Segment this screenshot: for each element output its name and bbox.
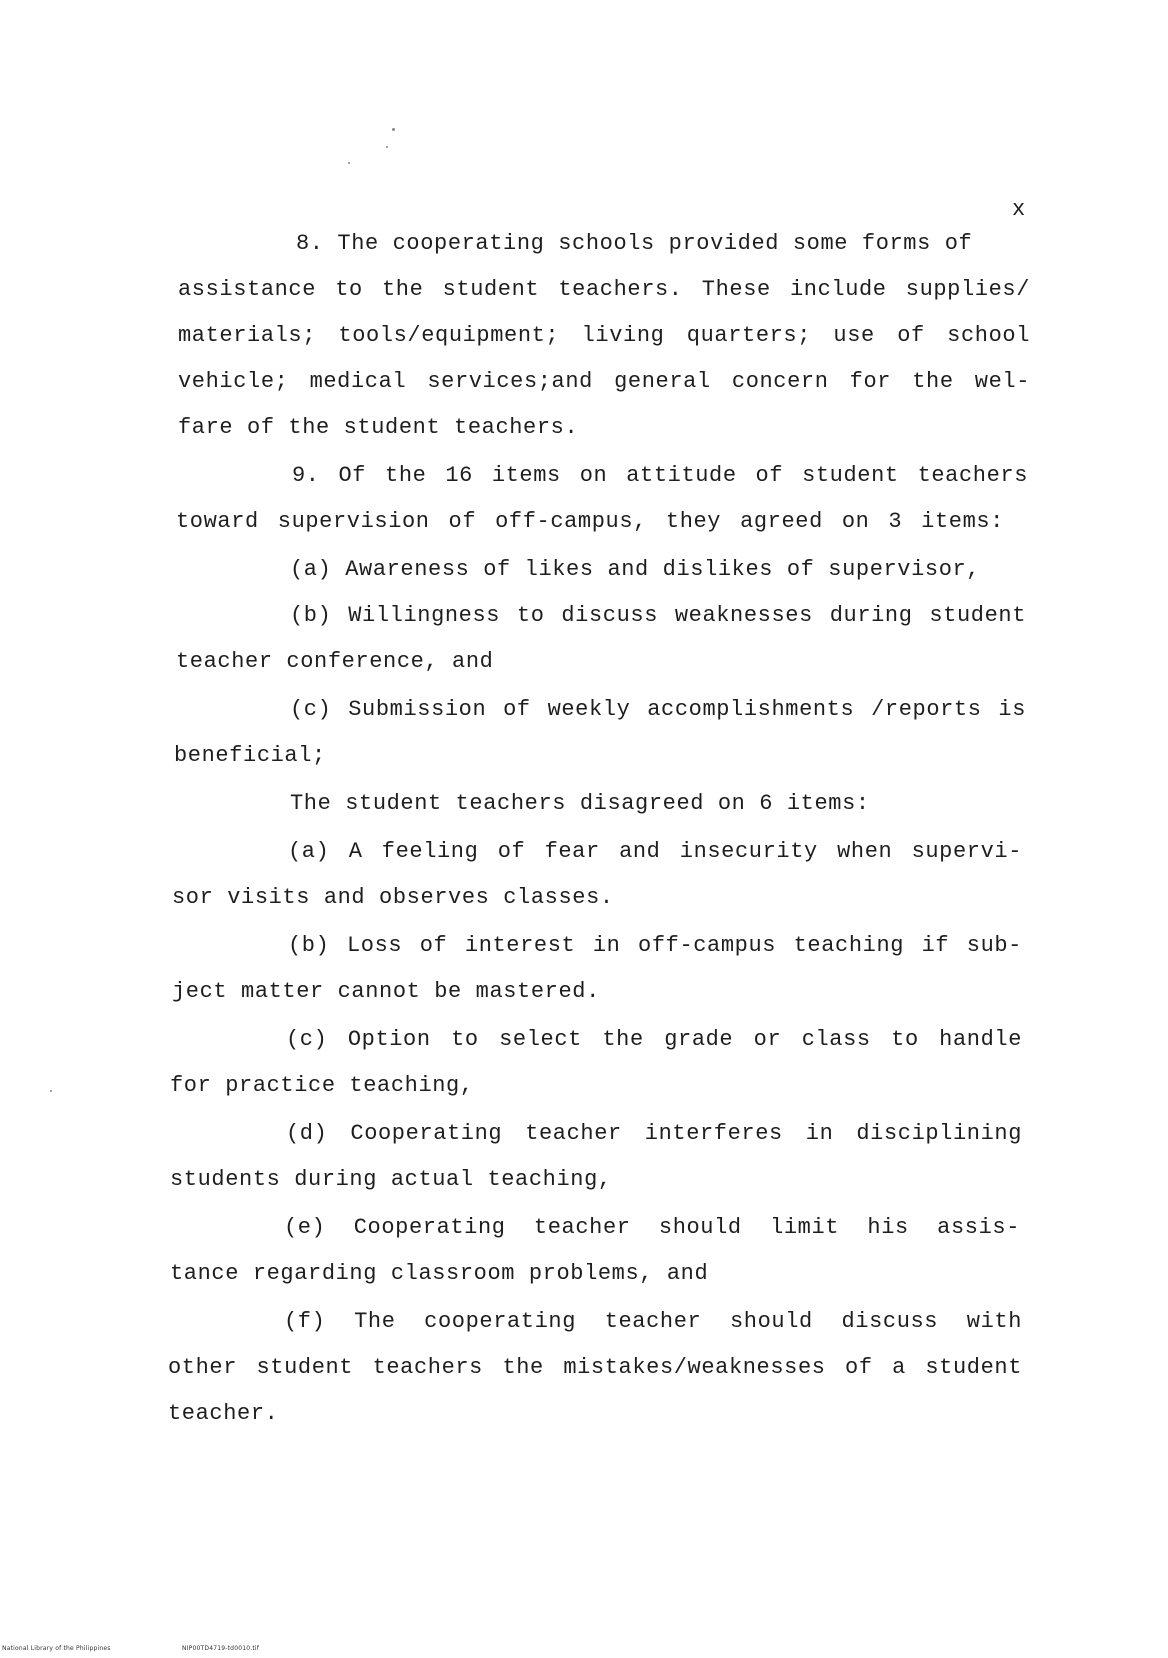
item-8-line-4: vehicle; medical services;and general concern for the wel- xyxy=(178,369,1030,394)
disagreed-item-e-line-2: tance regarding classroom problems, and xyxy=(170,1261,709,1286)
disagreed-item-b-line-2: ject matter cannot be mastered. xyxy=(172,979,600,1004)
disagreed-item-f-line-1: (f) The cooperating teacher should discuss with xyxy=(284,1309,1022,1334)
item-8-line-2: assistance to the student teachers. These include supplies/ xyxy=(178,277,1030,302)
agreed-item-b-line-2: teacher conference, and xyxy=(176,649,494,674)
disagreed-intro: The student teachers disagreed on 6 items: xyxy=(290,791,870,816)
agreed-item-a: (a) Awareness of likes and dislikes of supervisor, xyxy=(290,557,981,582)
page-number: x xyxy=(1012,197,1026,222)
footer-file: NIP00TD4719-td0010.tif xyxy=(182,1645,260,1652)
item-8-line-3: materials; tools/equipment; living quarters; use of school xyxy=(178,323,1030,348)
agreed-item-b-line-1: (b) Willingness to discuss weaknesses during student xyxy=(290,603,1026,628)
scan-speck xyxy=(50,1090,52,1092)
agreed-item-c-line-2: beneficial; xyxy=(174,743,326,768)
disagreed-item-a-line-1: (a) A feeling of fear and insecurity when supervi- xyxy=(288,839,1022,864)
scan-speck xyxy=(386,146,388,148)
item-9-line-2: toward supervision of off-campus, they agreed on 3 items: xyxy=(176,509,1004,534)
footer-library: National Library of the Philippines xyxy=(2,1645,111,1652)
disagreed-item-b-line-1: (b) Loss of interest in off-campus teaching if sub- xyxy=(288,933,1022,958)
disagreed-item-c-line-1: (c) Option to select the grade or class to handle xyxy=(286,1027,1022,1052)
scan-speck xyxy=(348,162,350,164)
agreed-item-c-line-1: (c) Submission of weekly accomplishments /reports is xyxy=(290,697,1026,722)
disagreed-item-e-line-1: (e) Cooperating teacher should limit his assis- xyxy=(284,1215,1020,1240)
item-8-line-1: 8. The cooperating schools provided some forms of xyxy=(296,231,973,256)
disagreed-item-c-line-2: for practice teaching, xyxy=(170,1073,474,1098)
disagreed-item-d-line-2: students during actual teaching, xyxy=(170,1167,612,1192)
item-8-line-5: fare of the student teachers. xyxy=(178,415,579,440)
disagreed-item-a-line-2: sor visits and observes classes. xyxy=(172,885,614,910)
disagreed-item-f-line-3: teacher. xyxy=(168,1401,279,1426)
item-9-line-1: 9. Of the 16 items on attitude of student teachers xyxy=(292,463,1028,488)
scan-speck xyxy=(392,128,395,131)
disagreed-item-f-line-2: other student teachers the mistakes/weaknesses of a student xyxy=(168,1355,1022,1380)
disagreed-item-d-line-1: (d) Cooperating teacher interferes in disciplining xyxy=(286,1121,1022,1146)
